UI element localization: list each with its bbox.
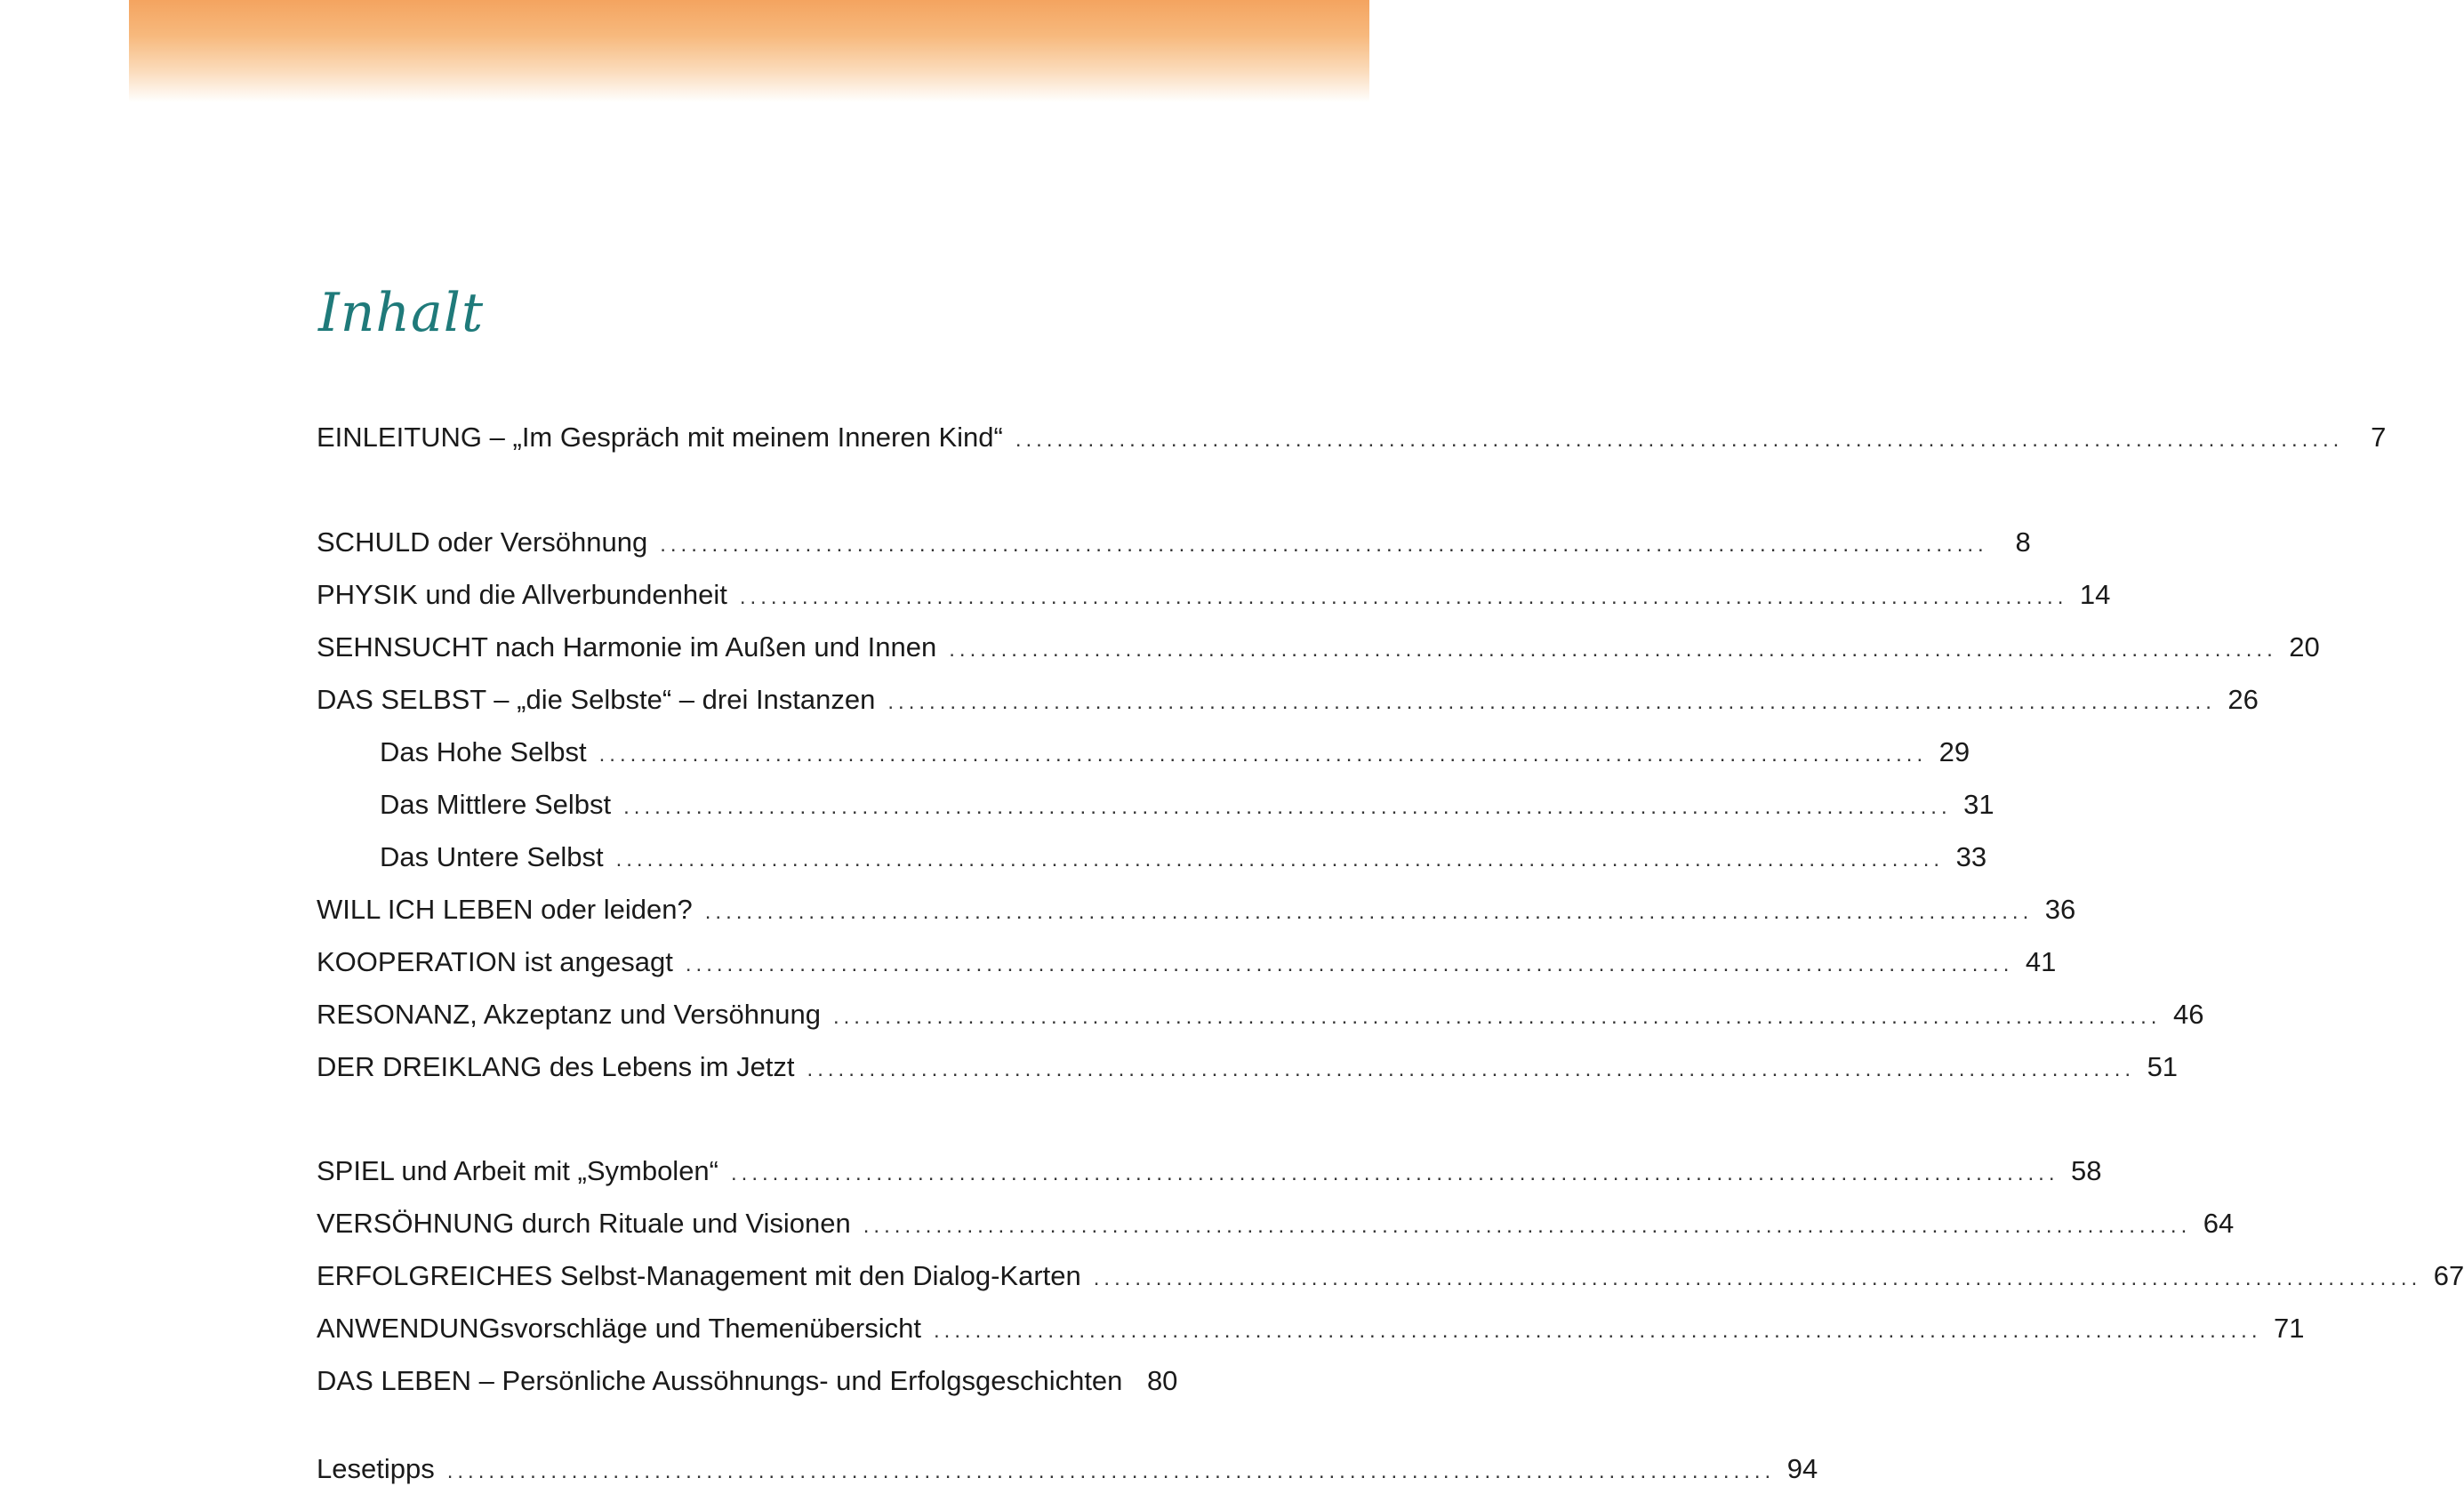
toc-dot-leader: ................................................................................................................................ <box>598 743 1928 767</box>
toc-entry-label: Das Untere Selbst <box>380 841 604 872</box>
toc-dot-leader: ................................................................................................................................ <box>685 952 2014 976</box>
toc-dot-leader: ................................................................................................................................ <box>615 847 1945 872</box>
toc-entry-label: DAS SELBST – „die Selbste“ – drei Instanzen <box>317 684 876 715</box>
toc-entry-label: DAS LEBEN – Persönliche Aussöhnungs- und Erfolgsgeschichten <box>317 1365 1123 1396</box>
toc-dot-leader: ................................................................................................................................ <box>949 638 2277 662</box>
toc-dot-leader: ................................................................................................................................ <box>832 1005 2162 1029</box>
toc-entry-hohe-selbst[interactable] <box>380 735 1970 770</box>
toc-entry-page: 8 <box>2015 526 2031 558</box>
toc-entry-page: 29 <box>1938 736 1970 767</box>
toc-entry-physik[interactable] <box>317 577 2111 613</box>
toc-entry-lesetipps[interactable] <box>317 1451 1818 1487</box>
toc-title: Inhalt <box>318 282 485 344</box>
toc-entry-label: Das Mittlere Selbst <box>380 789 612 820</box>
toc-entry-das-selbst[interactable] <box>317 682 2259 718</box>
toc-dot-leader: ................................................................................................................................ <box>739 585 2068 609</box>
toc-entry-page: 51 <box>2147 1051 2179 1082</box>
toc-dot-leader: ................................................................................................................................ <box>446 1459 1776 1483</box>
toc-entry-label: RESONANZ, Akzeptanz und Versöhnung <box>317 999 821 1030</box>
toc-entry-page: 67 <box>2433 1260 2464 1291</box>
toc-entry-label: SEHNSUCHT nach Harmonie im Außen und Innen <box>317 631 937 663</box>
toc-entry-page: 41 <box>2025 946 2057 977</box>
toc-entry-page: 80 <box>1146 1365 1178 1396</box>
toc-dot-leader: ................................................................................................................................ <box>660 533 1988 557</box>
toc-entry-page: 58 <box>2071 1155 2102 1186</box>
toc-entry-page: 71 <box>2274 1313 2305 1344</box>
toc-entry-page: 33 <box>1955 841 1987 872</box>
toc-entry-anwendung[interactable] <box>317 1311 2305 1346</box>
toc-dot-leader: ................................................................................................................................ <box>863 1214 2192 1238</box>
toc-entry-versoehnung[interactable] <box>317 1206 2235 1241</box>
toc-entry-mittlere-selbst[interactable] <box>380 787 1994 823</box>
toc-entry-label: DER DREIKLANG des Lebens im Jetzt <box>317 1051 795 1082</box>
toc-entry-das-leben[interactable] <box>317 1363 1178 1399</box>
toc-entry-label: VERSÖHNUNG durch Rituale und Visionen <box>317 1208 851 1239</box>
toc-entry-label: KOOPERATION ist angesagt <box>317 946 673 977</box>
toc-entry-label: ERFOLGREICHES Selbst-Management mit den Dialog-Karten <box>317 1260 1081 1291</box>
toc-entry-spiel[interactable] <box>317 1153 2102 1189</box>
toc-entry-page: 7 <box>2371 422 2387 453</box>
toc-entry-erfolgreiches[interactable] <box>317 1258 2464 1294</box>
toc-dot-leader: ................................................................................................................................ <box>1093 1266 2422 1290</box>
toc-dot-leader: ................................................................................................................................ <box>704 900 2034 924</box>
toc-entry-kooperation[interactable] <box>317 944 2057 980</box>
toc-entry-page: 94 <box>1786 1453 1818 1484</box>
toc-dot-leader: ................................................................................................................................ <box>887 690 2216 714</box>
toc-entry-sehnsucht[interactable] <box>317 630 2320 665</box>
toc-entry-page: 31 <box>1963 789 1994 820</box>
toc-entry-resonanz[interactable] <box>317 997 2204 1032</box>
toc-entry-label: WILL ICH LEBEN oder leiden? <box>317 894 693 925</box>
toc-entry-page: 46 <box>2172 999 2204 1030</box>
toc-entry-schuld[interactable] <box>317 525 2031 560</box>
toc-dot-leader: ................................................................................................................................ <box>623 795 1952 819</box>
toc-entry-page: 26 <box>2227 684 2259 715</box>
toc-dot-leader: ................................................................................................................................ <box>933 1319 2262 1343</box>
toc-entry-label: ANWENDUNGsvorschläge und Themenübersicht <box>317 1313 921 1344</box>
toc-entry-untere-selbst[interactable] <box>380 839 1987 875</box>
toc-entry-label: Lesetipps <box>317 1453 435 1484</box>
toc-entry-page: 36 <box>2044 894 2076 925</box>
toc-entry-label: SCHULD oder Versöhnung <box>317 526 648 558</box>
header-color-band <box>129 0 1369 102</box>
toc-dot-leader: ................................................................................................................................ <box>807 1057 2136 1081</box>
toc-entry-will-ich-leben[interactable] <box>317 892 2076 928</box>
toc-entry-page: 20 <box>2289 631 2320 663</box>
toc-dot-leader: ................................................................................................................................ <box>1015 428 2344 452</box>
toc-entry-label: PHYSIK und die Allverbundenheit <box>317 579 727 610</box>
toc-entry-page: 64 <box>2203 1208 2235 1239</box>
toc-entry-dreiklang[interactable] <box>317 1049 2179 1085</box>
toc-entry-label: SPIEL und Arbeit mit „Symbolen“ <box>317 1155 718 1186</box>
toc-entry-page: 14 <box>2079 579 2111 610</box>
toc-dot-leader: ................................................................................................................................ <box>731 1161 2059 1185</box>
toc-entry-label: EINLEITUNG – „Im Gespräch mit meinem Inneren Kind“ <box>317 422 1003 453</box>
toc-entry-einleitung[interactable] <box>317 420 2387 455</box>
toc-entry-label: Das Hohe Selbst <box>380 736 587 767</box>
